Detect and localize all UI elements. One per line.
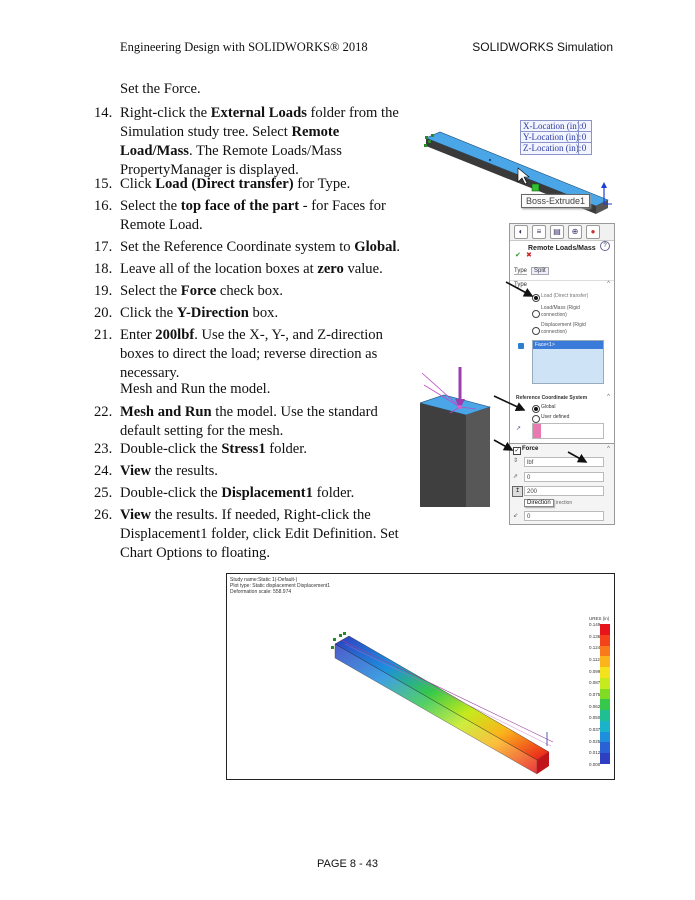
step-line: Mesh and Run the model. Use the standard [120, 404, 378, 420]
step-number: 20. [94, 305, 113, 321]
legend-swatch [600, 742, 610, 753]
cancel-button[interactable]: ✖ [526, 252, 532, 259]
step-26 [94, 506, 402, 563]
legend-swatch [600, 656, 610, 667]
step-line: Click Load (Direct transfer) for Type. [120, 176, 351, 192]
pm-tab-bar [510, 224, 614, 241]
display-manager-icon[interactable]: ● [586, 225, 600, 239]
opt-global: Global [541, 404, 556, 410]
legend-swatch [600, 667, 610, 678]
legend-swatch [600, 721, 610, 732]
step-line: Select the top face of the part - for Faces for [120, 198, 386, 214]
step-25 [94, 484, 402, 503]
step-number: 19. [94, 283, 113, 299]
step-line: Chart Options to floating. [120, 545, 270, 561]
opt-load-direct: Load (Direct transfer) [541, 293, 589, 299]
force-label: Force [522, 446, 539, 452]
plot-study-name: Study name:Static 1(-Default-) [230, 577, 298, 583]
legend-label: 0.037 [589, 727, 601, 732]
x-location-field[interactable]: X-Location (in): 0 [520, 120, 592, 133]
legend-swatch [600, 678, 610, 689]
step-23 [94, 440, 402, 459]
legend-swatch [600, 753, 610, 764]
step-number: 24. [94, 463, 113, 479]
z-direction-icon[interactable]: ⇙ [513, 513, 519, 519]
step-22 [94, 403, 402, 441]
opt-displacement-2: connection) [541, 329, 567, 335]
dimxpert-icon[interactable]: ⊕ [568, 225, 582, 239]
unit-select[interactable]: lbf [524, 457, 604, 467]
plot-deformation-scale: Deformation scale: 558.974 [230, 589, 292, 595]
opt-user-defined: User defined [541, 414, 570, 420]
legend-label: 0.050 [589, 715, 601, 721]
z-location-field[interactable]: Z-Location (in): 0 [520, 142, 592, 155]
intro-text: Set the Force. [120, 81, 201, 97]
step-line: Load/Mass. The Remote Loads/Mass [120, 143, 342, 159]
step-number: 23. [94, 441, 113, 457]
step-line: Double-click the Stress1 folder. [120, 441, 307, 457]
running-header-right: SOLIDWORKS Simulation [472, 40, 613, 54]
tab-split[interactable]: Split [531, 267, 549, 275]
callout-arrows [476, 280, 596, 470]
step-number: 14. [94, 105, 113, 121]
step-16 [94, 197, 402, 235]
step-line: Double-click the Displacement1 folder. [120, 485, 355, 501]
force-x-field[interactable]: 0 [524, 472, 604, 482]
step-number: 18. [94, 261, 113, 277]
step-number: 22. [94, 404, 113, 420]
legend-label: 0.075 [589, 692, 601, 697]
y-location-field[interactable]: Y-Location (in): 0 [520, 131, 592, 144]
legend-label: 0.099 [589, 668, 601, 674]
legend-label: 0.124 [589, 645, 601, 651]
displacement-plot [226, 573, 615, 780]
legend-label: 0.025 [589, 738, 601, 744]
config-manager-icon[interactable]: ▤ [550, 225, 564, 239]
step-line: Right-click the External Loads folder from the [120, 105, 399, 121]
type-section-label: Type [514, 282, 528, 288]
axis-icon: ↗ [516, 426, 522, 432]
unit-icon: ⇕ [513, 458, 519, 464]
help-icon[interactable]: ? [600, 241, 610, 251]
step-line: default setting for the mesh. [120, 423, 284, 439]
step-line: PropertyManager is displayed. [120, 162, 299, 178]
step-number: 17. [94, 239, 113, 255]
step-line: boxes to direct the load; reverse direction as [120, 346, 378, 362]
legend-label: 0.000 [589, 762, 601, 767]
step-line: View the results. If needed, Right-click the [120, 507, 371, 523]
step-number: 21. [94, 327, 113, 343]
direction-partial: irection [556, 500, 573, 506]
step-line: Remote Load. [120, 217, 203, 233]
collapse-icon[interactable]: ^ [607, 281, 610, 287]
legend-swatch [600, 732, 610, 743]
step-line: necessary. [120, 365, 180, 381]
step-21 [94, 326, 402, 383]
boss-extrude-tooltip: Boss-Extrude1 [521, 194, 590, 208]
pm-title: Remote Loads/Mass [528, 245, 596, 252]
plot-type: Plot type: Static displacement Displacement1 [230, 583, 331, 589]
legend-label: 0.087 [589, 680, 601, 686]
legend-swatch [600, 699, 610, 710]
step-line: Simulation study tree. Select Remote [120, 124, 340, 140]
running-header-left: Engineering Design with SOLIDWORKS® 2018 [120, 40, 368, 54]
ref-coord-label: Reference Coordinate System [516, 395, 588, 401]
step-line: Leave all of the location boxes at zero value. [120, 261, 383, 277]
collapse-icon-2[interactable]: ^ [607, 394, 610, 400]
opt-load-mass-2: connection) [541, 312, 567, 318]
opt-displacement-1: Displacement (Rigid [541, 322, 586, 328]
legend-swatch [600, 689, 610, 700]
step-number: 16. [94, 198, 113, 214]
legend-swatch [600, 624, 610, 635]
feature-tree-icon[interactable]: ≡ [532, 225, 546, 239]
tab-type[interactable]: Type [514, 268, 528, 274]
legend-swatch [600, 635, 610, 646]
y-direction-button[interactable]: ↥ [512, 486, 523, 497]
step-line: Enter 200lbf. Use the X-, Y-, and Z-direction [120, 327, 383, 343]
step-number: 26. [94, 507, 113, 523]
page-number: PAGE 8 - 43 [317, 858, 378, 870]
force-checkbox[interactable]: ✓ [514, 448, 520, 454]
ok-button[interactable]: ✔ [515, 252, 521, 259]
opt-load-mass-1: Load/Mass (Rigid [541, 305, 580, 311]
legend-label: 0.062 [589, 703, 601, 709]
step-line: View the results. [120, 463, 218, 479]
step-18 [94, 260, 402, 279]
step-line: Select the Force check box. [120, 283, 284, 299]
legend-swatch [600, 710, 610, 721]
step-14 [94, 104, 402, 180]
property-manager-icon[interactable]: ◐ [514, 225, 528, 239]
legend-label: 0.112 [589, 657, 600, 662]
legend-label: 0.136 [589, 633, 601, 639]
deformed-beam [227, 574, 614, 779]
collapse-icon-3[interactable]: ^ [607, 446, 610, 452]
legend-label: 0.149 [589, 622, 601, 627]
step-17 [94, 238, 402, 257]
step-15 [94, 175, 402, 194]
legend-swatch [600, 646, 610, 657]
step-20 [94, 304, 402, 323]
direction-tooltip: Direction [524, 499, 554, 507]
legend-label: 0.012 [589, 750, 601, 756]
force-z-field[interactable]: 0 [524, 511, 604, 521]
force-y-field[interactable]: 200 [524, 486, 604, 496]
step-number: 25. [94, 485, 113, 501]
legend-unit: URES (in) [589, 616, 610, 621]
face-item[interactable]: Face<1> [533, 341, 603, 349]
step-19 [94, 282, 402, 301]
step-number: 15. [94, 176, 113, 192]
step-24 [94, 462, 402, 481]
subhead-mesh: Mesh and Run the model. [120, 381, 271, 397]
step-line: Click the Y-Direction box. [120, 305, 279, 321]
x-direction-icon[interactable]: ⇗ [513, 474, 519, 480]
step-line: Set the Reference Coordinate system to Global. [120, 239, 401, 255]
step-line: Displacement1 folder, click Edit Definition. Set [120, 526, 399, 542]
